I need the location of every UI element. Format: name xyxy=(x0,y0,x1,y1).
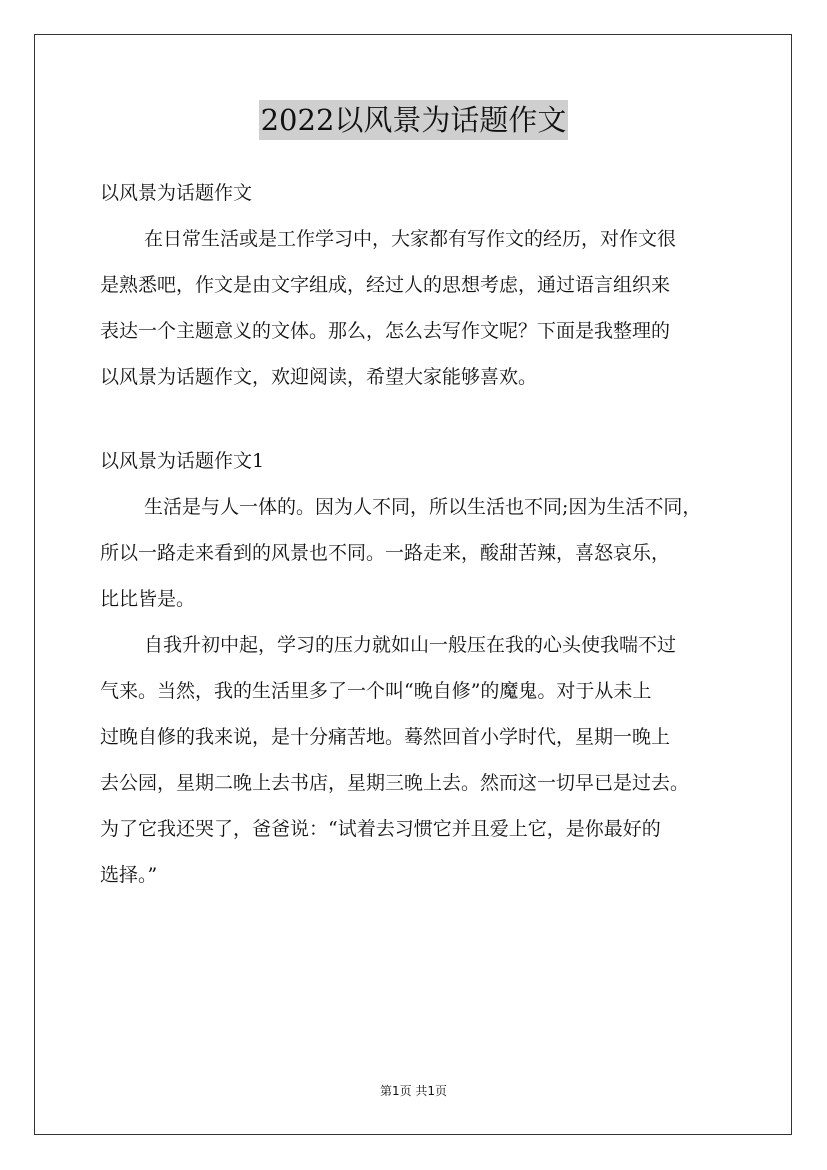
subtitle: 以风景为话题作文 xyxy=(100,182,253,204)
paragraph-line: 所以一路走来看到的风景也不同。一路走来，酸甜苦辣，喜怒哀乐， xyxy=(100,542,671,564)
intro-line: 在日常生活或是工作学习中，大家都有写作文的经历，对作文很 xyxy=(144,228,677,250)
paragraph-line: 生活是与人一体的。因为人不同，所以生活也不同;因为生活不同， xyxy=(144,496,702,518)
intro-line: 表达一个主题意义的文体。那么，怎么去写作文呢？下面是我整理的 xyxy=(100,320,671,342)
page-number: 第1页 共1页 xyxy=(379,1084,448,1098)
paragraph-gap xyxy=(100,400,740,438)
paragraph-line: 为了它我还哭了，爸爸说：“试着去习惯它并且爱上它，是你最好的 xyxy=(100,818,661,840)
intro-line: 以风景为话题作文，欢迎阅读，希望大家能够喜欢。 xyxy=(100,366,538,388)
paragraph-line: 去公园，星期二晚上去书店，星期三晚上去。然而这一切早已是过去。 xyxy=(100,772,690,794)
document-title: 2022以风景为话题作文 xyxy=(259,100,569,140)
paragraph-line: 过晚自修的我来说，是十分痛苦地。蓦然回首小学时代，星期一晚上 xyxy=(100,726,671,748)
paragraph-line: 自我升初中起，学习的压力就如山一般压在我的心头使我喘不过 xyxy=(144,634,677,656)
section-heading: 以风景为话题作文1 xyxy=(100,450,265,472)
paragraph-line: 选择。” xyxy=(100,864,158,886)
title-area xyxy=(0,100,827,140)
intro-line: 是熟悉吧，作文是由文字组成，经过人的思想考虑，通过语言组织来 xyxy=(100,274,671,296)
document-body xyxy=(100,170,740,898)
paragraph-line: 比比皆是。 xyxy=(100,588,196,610)
paragraph-line: 气来。当然，我的生活里多了一个叫“晚自修”的魔鬼。对于从未上 xyxy=(100,680,652,702)
